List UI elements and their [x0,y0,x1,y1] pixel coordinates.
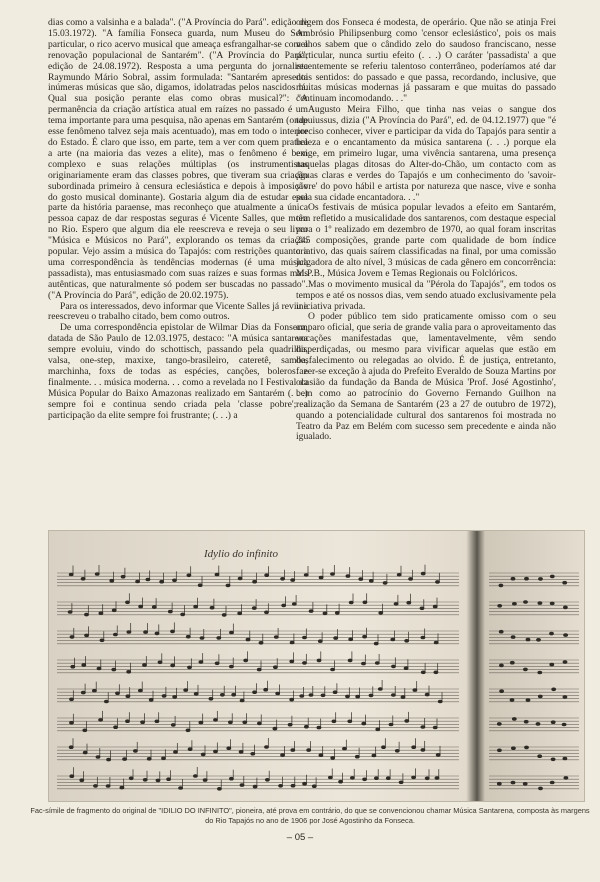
note-head [203,779,207,782]
note-head [215,662,219,665]
note-head [126,720,130,723]
paragraph: De uma correspondência epistolar de Wilmar Dias da Fonseca, datada de São Paulo de 12.03.1975, destaco: "A música santarena sempre evoluiu, vindo do schottisch, passando pela quadrilha, valsa, one-step, maxixe, tango-brasileiro, cateretê, samba, marchinha, foxs de todas as espécies, canções, boleros e finalmente. . . música moderna. . . como a revelada no I Festival da Música Popular do Baixo Amazonas realizado em Santarém (. . .) sempre foi e continua sendo criada pela 'classe pobre'; a participação da elite sempre foi frustrante; (. . .) a [48,322,308,421]
note-head [372,754,376,757]
note-head [198,584,202,587]
note-head [538,755,542,758]
note-head [369,694,373,697]
note-head [405,720,409,723]
note-head [144,631,148,634]
note-head [334,637,338,640]
note-head [162,695,166,698]
note-head [349,601,353,604]
note-head [356,695,360,698]
note-head [282,604,286,607]
note-head [127,671,131,674]
note-head [363,601,367,604]
note-head [251,753,255,756]
note-head [335,612,339,615]
note-head [253,785,257,788]
note-head [238,612,242,615]
note-head [143,779,147,782]
note-head [497,782,501,785]
note-head [525,746,529,749]
note-head [181,613,185,616]
note-head [420,607,424,610]
note-head [303,636,307,639]
note-head [563,696,567,699]
note-head [421,636,425,639]
note-head [339,780,343,783]
note-head [167,778,171,781]
note-head [500,664,504,667]
note-head [321,694,325,697]
note-head [303,662,307,665]
note-head [168,610,172,613]
note-head [276,692,280,695]
note-head [94,785,98,788]
note-head [229,721,233,724]
note-head [499,584,503,587]
note-head [323,612,327,615]
note-head [160,580,164,583]
note-head [291,784,295,787]
note-head [562,723,566,726]
note-head [199,661,203,664]
note-head [99,612,103,615]
note-head [106,785,110,788]
note-head [162,757,166,760]
note-head [222,614,226,617]
note-head [174,751,178,754]
note-head [214,719,218,722]
left-column [48,18,308,422]
note-head [69,746,73,749]
note-head [70,775,74,778]
note-head [318,640,322,643]
note-head [258,722,262,725]
note-head [69,573,73,576]
note-head [218,788,222,791]
note-head [389,723,393,726]
note-head [397,574,401,577]
note-head [550,663,554,666]
note-head [312,785,316,788]
note-head [266,779,270,782]
note-head [238,577,242,580]
note-head [564,777,568,780]
note-head [194,775,198,778]
note-head [139,689,143,692]
note-head [405,640,409,643]
note-head [173,696,177,699]
note-head [246,638,250,641]
note-head [435,777,439,780]
note-head [83,729,87,732]
note-head [317,726,321,729]
note-head [112,668,116,671]
sheet-music-image [49,531,584,801]
note-head [96,756,100,759]
note-head [436,581,440,584]
note-head [498,605,502,608]
note-head [375,662,379,665]
note-head [550,575,554,578]
note-head [95,573,99,576]
note-head [126,695,130,698]
note-head [240,784,244,787]
note-head [143,664,147,667]
note-head [155,720,159,723]
note-head [199,721,203,724]
paragraph: Mas o movimento musical da "Pérola do Tapajós", em todos os tempos e até os nossos dias, vem sendo atuado exclusivamente pela iniciativa privada. [296,278,556,312]
note-head [187,574,191,577]
note-head [252,607,256,610]
note-head [359,578,363,581]
note-head [71,665,75,668]
note-head [434,671,438,674]
note-head [351,777,355,780]
note-head [120,786,124,789]
note-head [279,785,283,788]
note-head [362,722,366,725]
note-head [391,638,395,641]
note-head [550,602,554,605]
note-head [386,777,390,780]
note-head [149,698,153,701]
paragraph: origem dos Fonseca é modesta, de operário. Que não se atinja Frei Ambrósio Philipsenburg como 'censor eclesiástico', pois os mais velhos sabem que o cândido zelo do saudoso franciscano, nesse particular, nunca surtiu efeito (. . .) O caráter 'passadista' a que recentemente se referiu talentoso conterrâneo, poderíamos até dar dois sentidos: do passado e que passa, recordando, inclusive, que muitas músicas modernas já passaram e que muitas do passado continuam incomodando. . ." [296,17,556,105]
note-head [114,726,118,729]
note-head [155,632,159,635]
note-head [332,720,336,723]
note-head [512,747,516,750]
note-head [127,631,131,634]
note-head [146,578,150,581]
note-head [171,724,175,727]
note-head [413,689,417,692]
note-head [511,577,515,580]
note-head [536,723,540,726]
note-head [309,694,313,697]
note-head [230,777,234,780]
note-head [538,602,542,605]
note-head [343,747,347,750]
note-head [186,729,190,732]
note-head [304,574,308,577]
note-head [214,750,218,753]
note-head [259,642,263,645]
note-head [394,603,398,606]
right-column [296,18,556,443]
note-head [563,581,567,584]
note-head [526,638,530,641]
note-head [524,668,528,671]
note-head [375,777,379,780]
note-head [346,575,350,578]
paragraph: dias como a valsinha e a balada". ("A Província do Pará". edição de 15.03.1972). "A família Fonseca guarda, num Museu do Som particular, o rico acervo musical que ameaça esfrangalhar-se com a renovação populacional de Santarém". ("A Província do Pará", edição de 24.08.1972). Resposta a uma pergunta do jornalista Raymundo Mário Sobral, assim formulada: "Santarém apresenta inúmeras músicas que são, digamos, idolatradas pelos nascidos lá. Qual sua posição perante elas como obras musical?": "A permanência da criação artística atual em raízes no passado é um tema importante para uma pesquisa, não apenas em Santarém (onde esse fenômeno talvez seja mais acentuado), mas em todo o interior do Estado. É claro que isso, em parte, tem a ver com quem pratica a arte (na maioria das vezes a elite), mas o fenômeno é bem complexo e suas relações múltiplas (os instrumentistas originariamente eram das classes pobres, que tiveram sua criação subordinada primeiro à censura eclesiástica e depois à imposição do gosto musical dominante). Gostaria algum dia de estudar essa parte da história paraense, mas reconheço que atualmente a única pessoa capaz de dar respostas seguras é Vicente Salles, que mora no Rio. Espero que algum dia ele reescreva e reveja o seu livro "Música e Músicos no Pará", explorando os temas da criação popular. Vejo assim a música do Tapajós: com restrições quanto a uma correspondência às tendências modernas (é uma música passadista), mas entusiasmado com suas raízes e suas formas mais autênticas, que naturalmente só podem ser buscadas no passado". ("A Província do Pará", edição de 20.02.1975). [48,17,309,301]
note-head [309,610,313,613]
note-head [563,661,567,664]
note-head [319,754,323,757]
note-head [412,776,416,779]
note-head [331,757,335,760]
note-head [179,787,183,790]
paragraph: O poder público tem sido praticamente omisso com o seu amparo oficial, que seria de grande valia para o aproveitamento das vocações manifestadas que, lamentavelmente, vêm sendo disperdiçadas, ou mesmo para vivificar aquelas que estão em desfalecimento ou relegadas ao olvido. É de justiça, entretanto, fazer-se exceção à ajuda do Prefeito Everaldo de Souza Martins por ocasião da fundação da Banda de Música 'Prof. José Agostinho', bem como ao patrocínio do Governo Fernando Guilhon na realização da Semana de Santarém (23 a 27 de outubro de 1972), quando a potencialidade cultural dos santarenos foi mostrada no Teatro da Paz em Belém com sucesso sem precedente e ainda não igualado. [296,311,556,443]
note-head [346,695,350,698]
note-head [383,582,387,585]
note-head [392,665,396,668]
note-head [500,690,504,693]
note-head [244,659,248,662]
note-head [152,606,156,609]
note-head [425,777,429,780]
note-head [239,751,243,754]
note-head [264,688,268,691]
note-head [139,605,143,608]
note-head [348,659,352,662]
note-head [421,671,425,674]
note-head [412,746,416,749]
note-head [305,725,309,728]
note-head [156,779,160,782]
note-head [134,750,138,753]
note-head [564,634,568,637]
note-head [240,699,244,702]
note-head [526,699,530,702]
note-head [307,749,311,752]
note-head [99,719,103,722]
note-head [114,633,118,636]
note-head [392,694,396,697]
note-head [421,726,425,729]
note-head [186,635,190,638]
note-head [378,688,382,691]
note-head [273,727,277,730]
note-head [513,603,517,606]
note-head [355,755,359,758]
note-head [107,758,111,761]
note-head [97,667,101,670]
note-head [116,692,120,695]
note-head [291,579,295,582]
note-head [438,700,442,703]
note-head [511,781,515,784]
note-head [257,668,261,671]
note-head [82,664,86,667]
note-head [407,601,411,604]
note-head [227,747,231,750]
note-head [376,728,380,731]
note-head [538,695,542,698]
note-head [379,612,383,615]
figure-caption: Fac-símile de fragmento do original de "IDILIO DO INFINITO", pioneira, até prova em contrário, do que se convencionou chamar Música Santarena, composta às margens do Rio Tapajós no ano de 1906 por José Agostinho da Fonseca. [30,806,590,825]
note-head [215,573,219,576]
note-head [217,637,221,640]
note-head [317,659,321,662]
note-head [136,580,140,583]
note-head [369,580,373,583]
note-head [291,749,295,752]
note-head [374,642,378,645]
note-head [243,721,247,724]
note-head [329,776,333,779]
note-head [433,726,437,729]
note-head [226,584,230,587]
note-head [362,662,366,665]
note-head [83,751,87,754]
note-head [349,638,353,641]
note-head [539,787,543,790]
note-head [81,578,85,581]
note-head [433,605,437,608]
note-head [265,574,269,577]
note-head [524,601,528,604]
note-head [221,694,225,697]
note-head [70,722,74,725]
note-head [292,603,296,606]
note-head [564,606,568,609]
note-head [274,666,278,669]
note-head [123,758,127,761]
note-head [147,758,151,761]
note-head [232,693,236,696]
note-head [382,746,386,749]
note-head [110,579,114,582]
note-head [550,781,554,784]
note-head [93,689,97,692]
note-head [210,606,214,609]
note-head [281,578,285,581]
note-head [523,783,527,786]
note-head [290,641,294,644]
note-head [70,636,74,639]
note-head [497,723,501,726]
note-head [194,693,198,696]
note-head [281,754,285,757]
note-head [68,611,72,614]
note-head [425,693,429,696]
note-head [141,721,145,724]
note-head [112,609,116,612]
note-head [363,778,367,781]
note-head [551,758,555,761]
note-head [510,661,514,664]
note-head [525,577,529,580]
note-head [188,666,192,669]
note-head [512,718,516,721]
note-head [552,688,556,691]
note-head [194,605,198,608]
paragraph: Para os interessados, devo informar que Vicente Salles já reviu e reescreveu o trabalho citado, bem como outros. [48,300,308,323]
note-head [498,749,502,752]
paragraph: Augusto Meira Filho, que tinha nas veias o sangue dos tapuiussus, dizia ("A Província do Pará", ed. de 04.12.1977) que "é preciso conhecer, viver e participar da vida do Tapajós para sentir a beleza e o encantamento da música santarena (. . .) porque ela exige, em primeiro lugar, uma vivência santarena, uma presença naquelas plagas ditosas do Alter-do-Chão, um contacto com as águas claras e verdes do Tapajós e um conhecimento do 'savoir-vivre' do povo hábil e artista por natureza que nasce, vive e sonha pela sua cidade encantadora. . ." [296,104,556,203]
note-head [395,750,399,753]
note-head [290,698,294,701]
note-head [550,632,554,635]
note-head [230,631,234,634]
note-head [85,613,89,616]
note-head [409,578,413,581]
note-head [80,779,84,782]
note-head [551,721,555,724]
note-head [303,782,307,785]
note-head [121,575,125,578]
note-head [421,749,425,752]
note-head [399,781,403,784]
note-head [511,636,515,639]
note-head [85,634,89,637]
note-head [290,660,294,663]
note-head [100,639,104,642]
note-head [331,573,335,576]
note-head [253,691,257,694]
note-head [563,757,567,760]
note-head [158,661,162,664]
note-head [436,754,440,757]
note-head [265,611,269,614]
note-head [274,636,278,639]
note-head [538,671,542,674]
note-head [171,664,175,667]
note-head [404,667,408,670]
note-head [70,698,74,701]
note-head [288,723,292,726]
note-head [348,720,352,723]
note-head [537,639,541,642]
note-head [499,630,503,633]
note-head [105,700,109,703]
note-head [331,668,335,671]
note-head [510,699,514,702]
note-head [300,695,304,698]
note-head [129,777,133,780]
note-head [265,746,269,749]
note-head [253,580,257,583]
note-head [200,637,204,640]
note-head [401,696,405,699]
note-head [319,576,323,579]
note-head [421,572,425,575]
note-head [173,579,177,582]
note-head [188,748,192,751]
note-head [201,753,205,756]
manuscript-facsimile [48,530,585,802]
note-head [126,601,130,604]
manuscript-title: Idylio do infinito [204,548,278,560]
note-head [539,578,543,581]
note-head [434,641,438,644]
page-number: – 05 – [286,832,314,843]
note-head [333,691,337,694]
note-head [524,720,528,723]
note-head [184,689,188,692]
note-head [363,635,367,638]
note-head [209,698,213,701]
note-head [230,665,234,668]
note-head [171,630,175,633]
note-head [81,691,85,694]
paragraph: Os festivais de música popular levados a efeito em Santarém, têm refletido a musicalidade dos santarenos, com destaque especial para o 1º realizado em dezembro de 1970, ao qual foram inscritas 245 composições, grande parte com qualidade de bom índice criativo, das quais saírem classificadas na final, por uma comissão julgadora de alto nível, 3 músicas de cada gênero em concorrência: M.P.B., Música Jovem e Temas Regionais ou Folclóricos. [296,202,556,279]
